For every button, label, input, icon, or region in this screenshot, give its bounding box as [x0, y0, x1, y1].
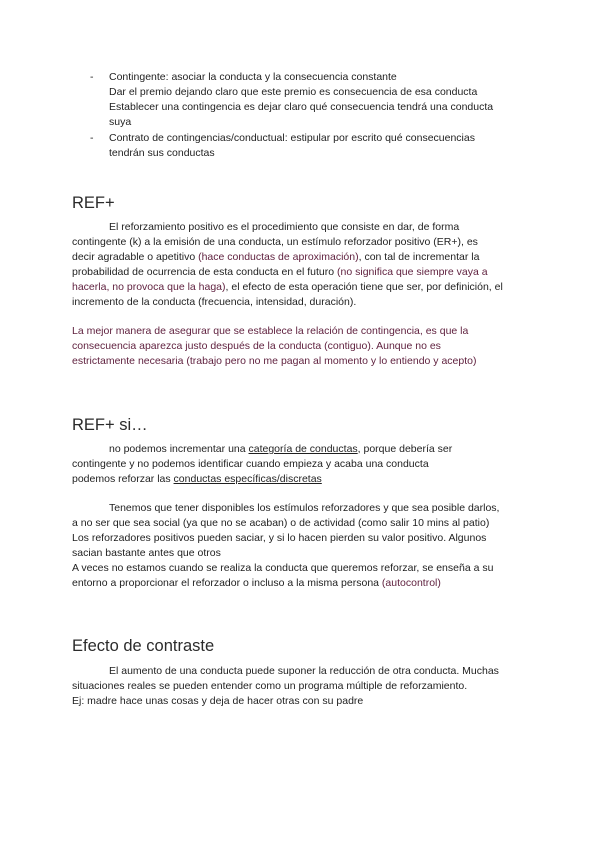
contraste-p1-line-1: El aumento de una conducta puede suponer la reducción de otra conducta. Muchas — [109, 665, 499, 677]
text-run: entorno a proporcionar el reforzador o incluso a la misma persona — [72, 577, 382, 589]
text-run: a no ser que sea social (ya que no se acaban) o de actividad (como salir 10 mins al patio) — [72, 517, 490, 529]
text-run: podemos reforzar las — [72, 473, 174, 485]
refsi-p2-line-1 — [109, 501, 499, 516]
underlined-run: categoría de conductas — [248, 443, 358, 455]
text-run: decir agradable o apetitivo — [72, 251, 199, 263]
ref-p1-line-6 — [72, 295, 356, 310]
text-run: A veces no estamos cuando se realiza la conducta que queremos reforzar, se enseña a su — [72, 562, 494, 574]
ref-p1-line-4 — [72, 265, 488, 280]
contraste-p1-line-2: situaciones reales se pueden entender como un programa múltiple de reforzamiento. — [72, 680, 468, 692]
highlight-run: (no significa que siempre vaya a — [337, 266, 488, 278]
list-item-1-line-4: suya — [109, 116, 132, 128]
refsi-p2-line-6 — [72, 576, 441, 591]
underlined-run: conductas específicas/discretas — [173, 473, 322, 485]
ref-p2-line-1: La mejor manera de asegurar que se establece la relación de contingencia, es que la — [72, 325, 469, 337]
list-dash: - — [90, 132, 94, 144]
text-run: sacian bastante antes que otros — [72, 547, 221, 559]
ref-p1-line-3 — [72, 250, 479, 265]
ref-p2-line-3: estrictamente necesaria (trabajo pero no me pagan al momento y lo entiendo y acepto) — [72, 355, 477, 367]
highlight-run: (autocontrol) — [381, 577, 441, 589]
heading-ref-plus: REF+ — [72, 194, 115, 212]
list-item-1-line-3: Establecer una contingencia es dejar claro qué consecuencia tendrá una conducta — [109, 101, 494, 113]
ref-p1-line-5 — [72, 280, 503, 295]
text-run: contingente y no podemos identificar cuando empieza y acaba una conducta — [72, 458, 429, 470]
ref-p1-line-2 — [72, 235, 478, 250]
text-run: Los reforzadores positivos pueden saciar, y si lo hacen pierden su valor positivo. Algunos — [72, 532, 487, 544]
text-run: no podemos incrementar una — [109, 443, 249, 455]
refsi-p2-line-3 — [72, 531, 486, 546]
refsi-p2-line-5 — [72, 561, 493, 576]
contraste-p1-line-3: Ej: madre hace unas cosas y deja de hacer otras con su padre — [72, 695, 364, 707]
heading-ref-plus-si: REF+ si… — [72, 416, 148, 434]
ref-p1-line-1 — [109, 220, 459, 235]
refsi-p2-line-4 — [72, 546, 221, 561]
highlight-run: (hace conductas de aproximación) — [198, 251, 359, 263]
list-item-1-line-2: Dar el premio dejando claro que este premio es consecuencia de esa conducta — [109, 86, 478, 98]
text-run: Tenemos que tener disponibles los estímulos reforzadores y que sea posible darlos, — [109, 502, 500, 514]
list-item-2-line-1: Contrato de contingencias/conductual: estipular por escrito qué consecuencias — [109, 132, 475, 144]
list-dash: - — [90, 71, 94, 83]
ref-p2-line-2: consecuencia aparezca justo después de la conducta (contiguo). Aunque no es — [72, 340, 441, 352]
refsi-p1-line-1 — [109, 442, 452, 457]
list-item-2-line-2: tendrán sus conductas — [109, 147, 215, 159]
text-run: contingente (k) a la emisión de una conducta, un estímulo reforzador positivo (ER+), es — [72, 236, 478, 248]
list-item-1-line-1: Contingente: asociar la conducta y la consecuencia constante — [109, 71, 397, 83]
text-run: probabilidad de ocurrencia de esta conducta en el futuro — [72, 266, 338, 278]
heading-efecto-contraste: Efecto de contraste — [72, 637, 215, 655]
refsi-p1-line-2 — [72, 457, 429, 472]
refsi-p2-line-2 — [72, 516, 489, 531]
text-run: incremento de la conducta (frecuencia, intensidad, duración). — [72, 296, 357, 308]
highlight-run: hacerla, no provoca que la haga) — [72, 281, 226, 293]
refsi-p1-line-3 — [72, 472, 322, 487]
text-run: El reforzamiento positivo es el procedimiento que consiste en dar, de forma — [109, 221, 460, 233]
text-run: , el efecto de esta operación tiene que ser, por definición, el — [225, 281, 503, 293]
text-run: , con tal de incrementar la — [358, 251, 480, 263]
text-run: , porque debería ser — [357, 443, 453, 455]
